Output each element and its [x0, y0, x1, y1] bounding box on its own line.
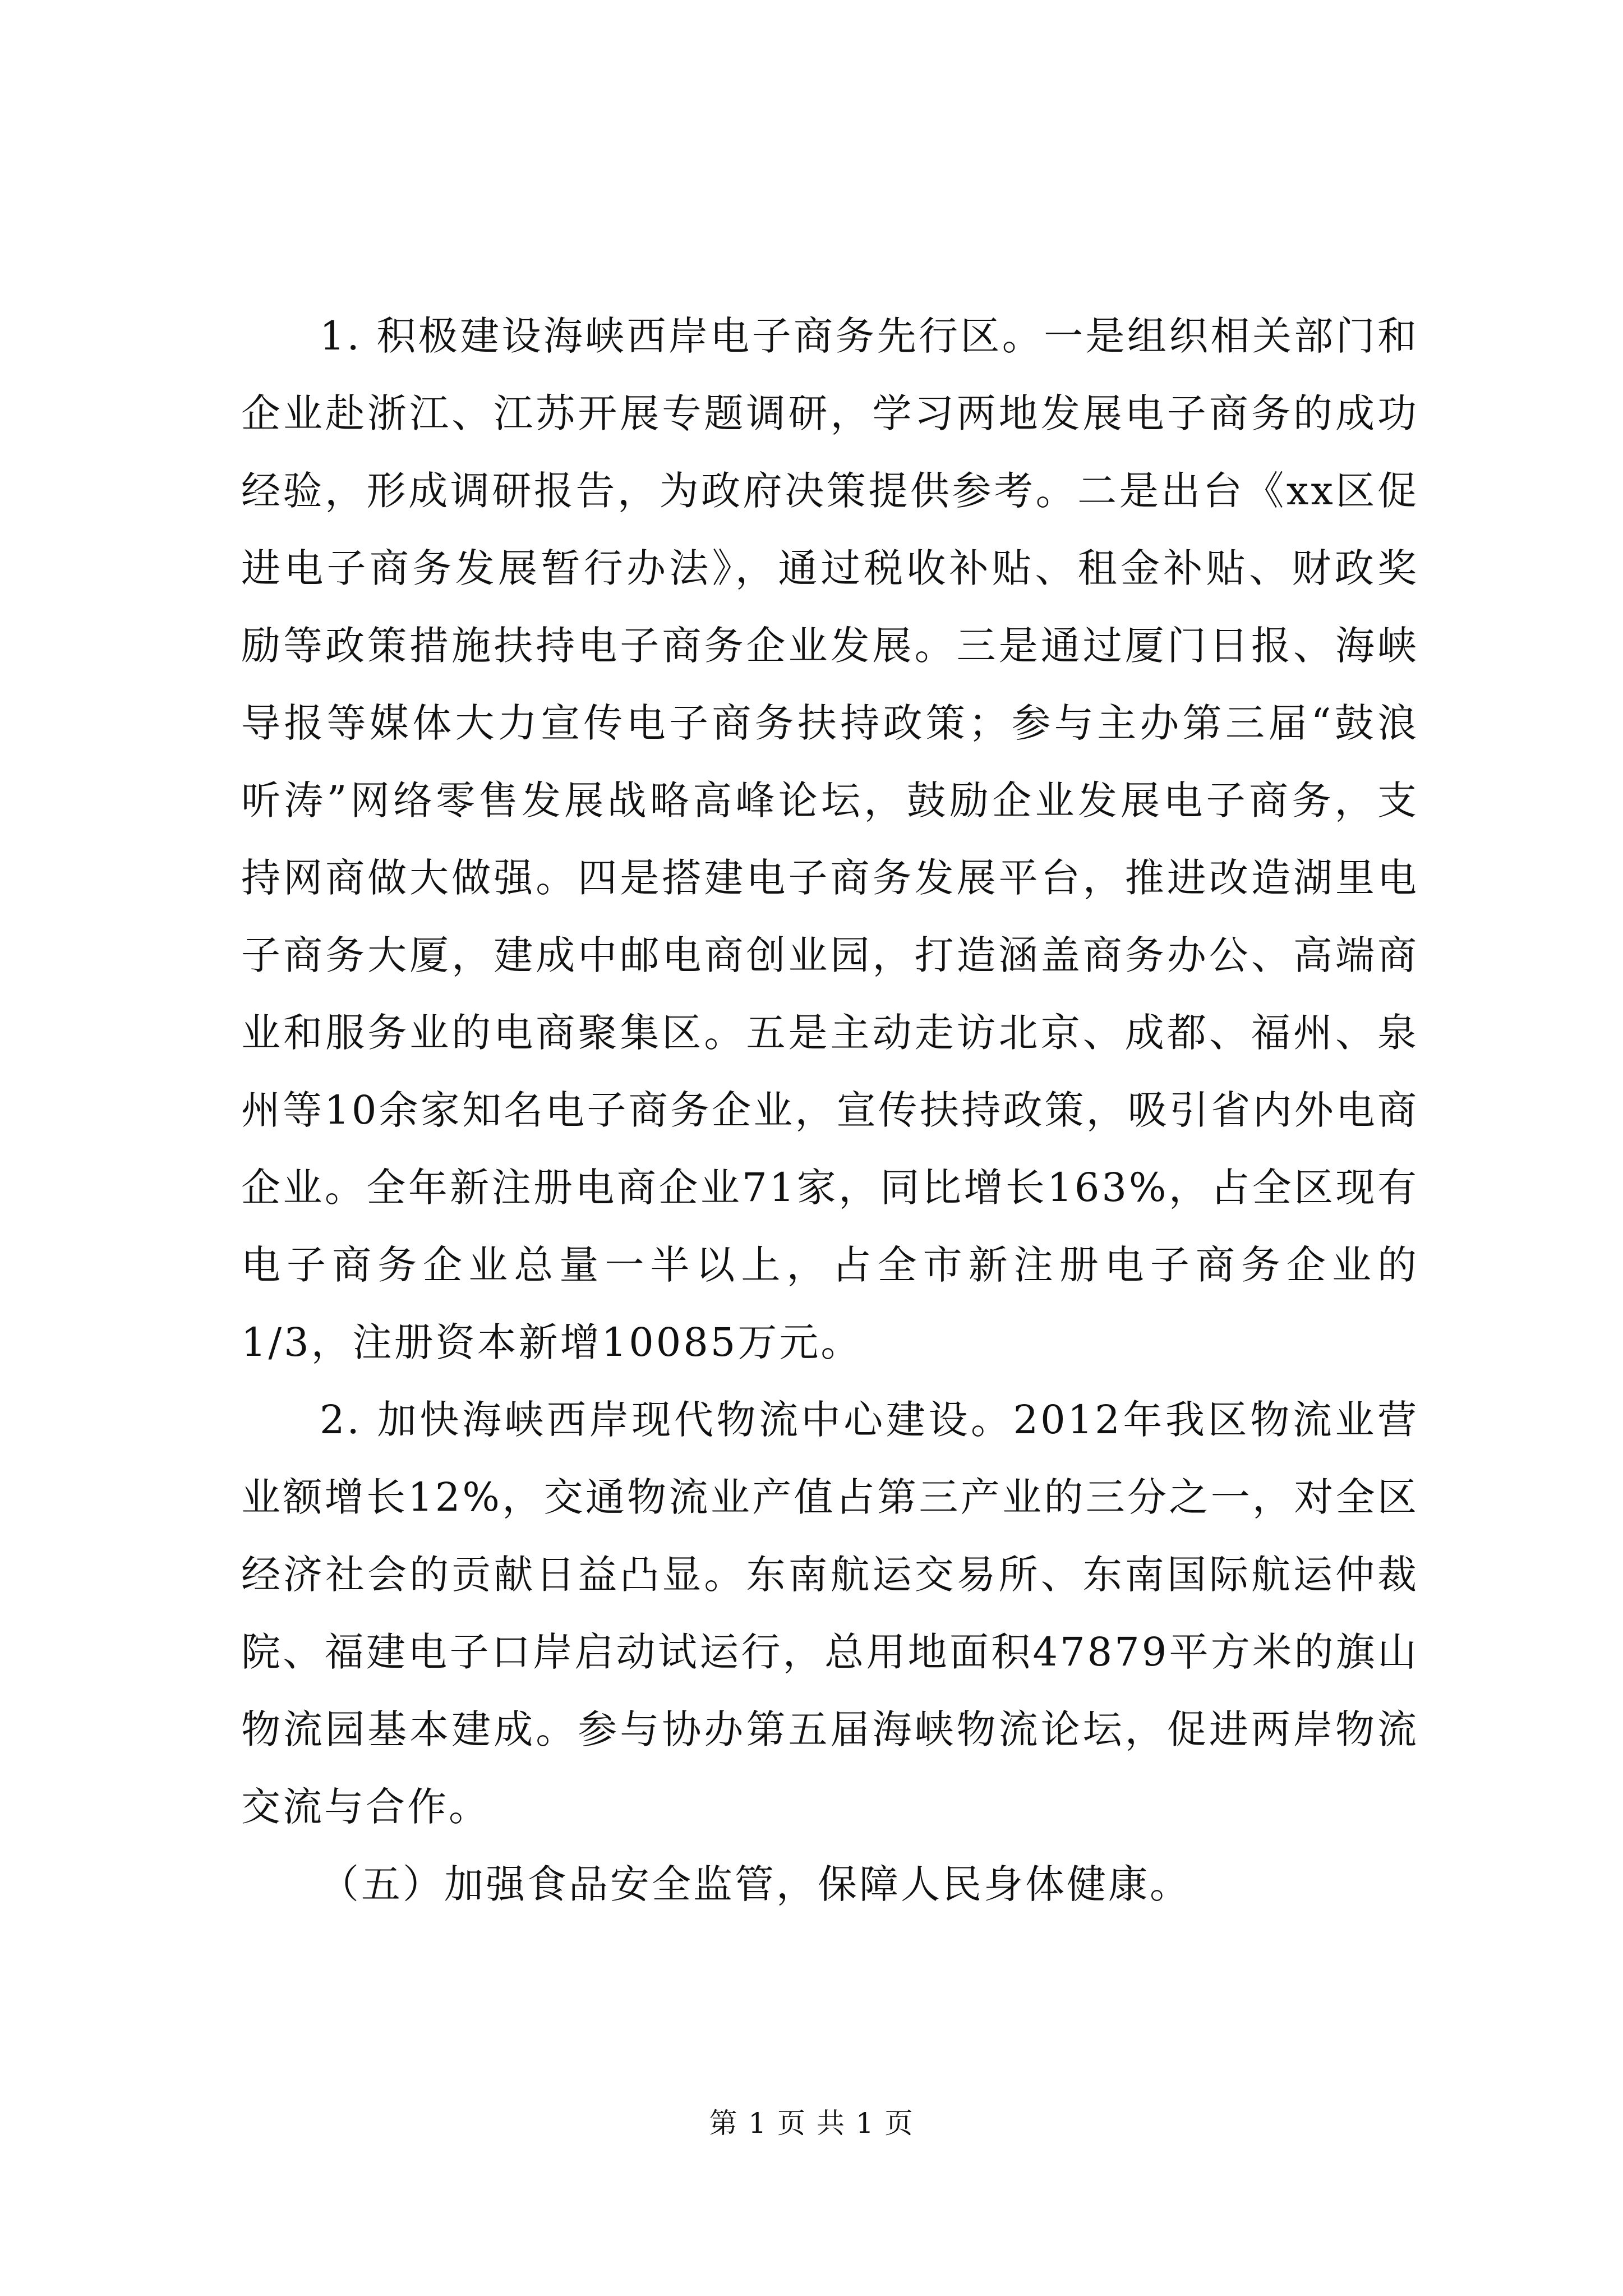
- paragraph-logistics: 2. 加快海峡西岸现代物流中心建设。2012年我区物流业营业额增长12%，交通物流业产值占第三产业的三分之一，对全区经济社会的贡献日益凸显。东南航运交易所、东南国际航运仲裁院、福建电子口岸启动试运行，总用地面积47879平方米的旗山物流园基本建成。参与协办第五届海峡物流论坛，促进两岸物流交流与合作。: [241, 1397, 1419, 1830]
- paragraph-ecommerce: 1. 积极建设海峡西岸电子商务先行区。一是组织相关部门和企业赴浙江、江苏开展专题调研，学习两地发展电子商务的成功经验，形成调研报告，为政府决策提供参考。二是出台《xx区促进电子商务发展暂行办法》，通过税收补贴、租金补贴、财政奖励等政策措施扶持电子商务企业发展。三是通过厦门日报、海峡导报等媒体大力宣传电子商务扶持政策；参与主办第三届“鼓浪听涛”网络零售发展战略高峰论坛，鼓励企业发展电子商务，支持网商做大做强。四是搭建电子商务发展平台，推进改造湖里电子商务大厦，建成中邮电商创业园，打造涵盖商务办公、高端商业和服务业的电商聚集区。五是主动走访北京、成都、福州、泉州等10余家知名电子商务企业，宣传扶持政策，吸引省内外电商企业。全年新注册电商企业71家，同比增长163%，占全区现有电子商务企业总量一半以上，占全市新注册电子商务企业的1/3，注册资本新增10085万元。: [241, 313, 1419, 1365]
- page-footer: 第 1 页 共 1 页: [709, 2107, 914, 2139]
- document-body: [241, 297, 1419, 1923]
- section-heading-food-safety: （五）加强食品安全监管，保障人民身体健康。: [320, 1861, 1191, 1907]
